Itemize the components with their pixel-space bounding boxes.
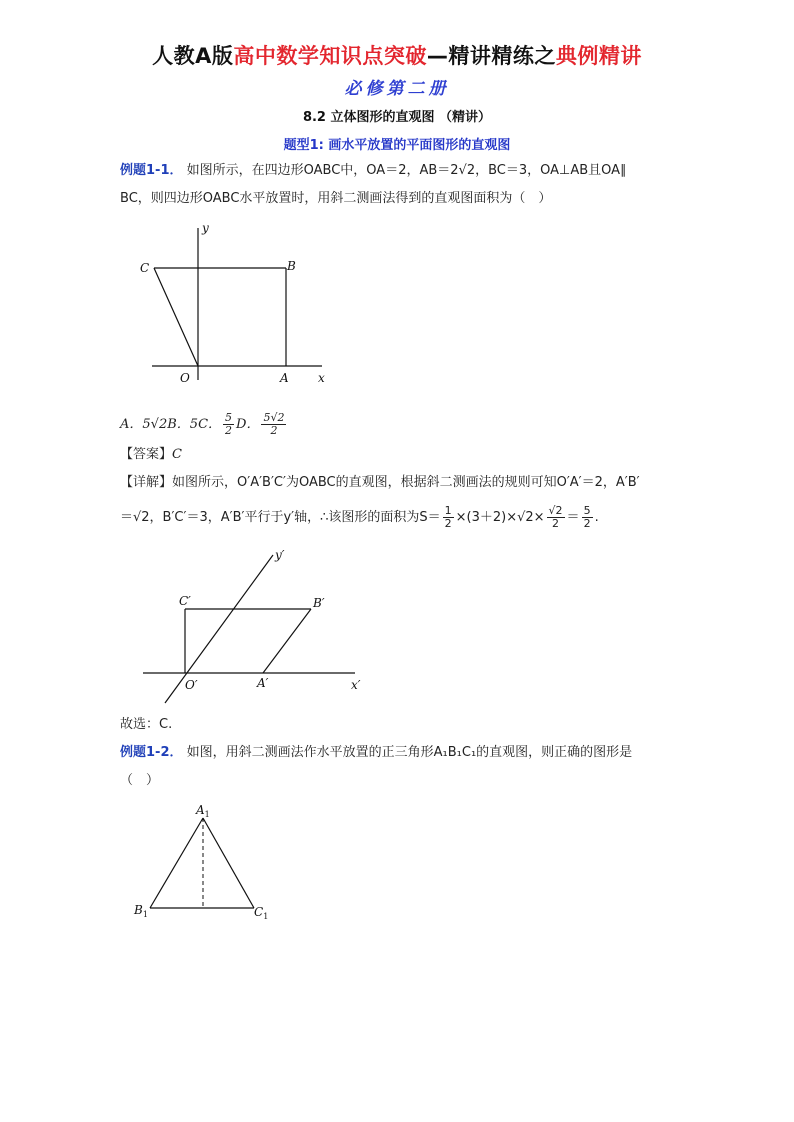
- option-c: C． $\frac{5}{2}$: [198, 411, 233, 437]
- label-x-prime: x′: [351, 678, 361, 692]
- label-b-prime: B′: [313, 596, 325, 610]
- example2-line2: （ ）: [120, 773, 160, 788]
- example1-text-1: 如图所示，在四边形OABC中，OA＝2，AB＝2√2，BC＝3，OA⊥AB且OA∥: [186, 163, 627, 178]
- title-part-1: 人教A版: [152, 44, 234, 68]
- label-y-prime: y′: [275, 548, 285, 562]
- label-o: O: [180, 371, 190, 385]
- example2-line1: [120, 744, 632, 762]
- example1-line2: BC，则四边形OABC水平放置时，用斜二测画法得到的直观图面积为（ ）: [120, 191, 552, 206]
- option-b: B．5: [167, 417, 199, 432]
- label-c1: $C_1$: [254, 905, 269, 921]
- label-x: x: [318, 371, 325, 385]
- example1-detail-line1: [120, 474, 640, 492]
- label-a: A: [280, 371, 289, 385]
- example1-label: 例题1-1．: [120, 163, 183, 178]
- document-title: [0, 40, 794, 70]
- document-subtitle: 必修第二册: [344, 79, 450, 99]
- frac-root2-over-2: $\frac{√2}{2}$: [548, 504, 563, 530]
- segment-oc: [154, 268, 198, 366]
- answer-label: 【答案】: [120, 447, 173, 462]
- title-part-4: 典例精讲: [555, 44, 642, 68]
- title-part-2: 高中数学知识点突破: [233, 44, 427, 68]
- example2-label: 例题1-2．: [120, 745, 183, 760]
- figure-intuitive-drawing: [135, 545, 375, 705]
- example1-conclusion: 故选：C.: [120, 717, 173, 732]
- frac-5-over-2: $\frac{5}{2}$: [583, 504, 591, 530]
- answer-value: C: [172, 447, 182, 462]
- figure-equilateral-triangle: [128, 800, 288, 924]
- segment-a1-c1: [203, 818, 254, 908]
- label-c: C: [140, 261, 150, 275]
- label-y: y: [202, 221, 209, 235]
- detail-label: 【详解】: [120, 475, 173, 490]
- type-heading: 题型1: 画水平放置的平面图形的直观图: [283, 138, 511, 153]
- detail-text-1: 如图所示，O′A′B′C′为OABC的直观图，根据斜二测画法的规则可知O′A′＝2，A′B′: [172, 475, 640, 490]
- label-b1: $B_1$: [134, 903, 148, 919]
- example1-detail-line2: ＝√2，B′C′＝3，A′B′平行于y′轴，∴该图形的面积为S＝ $\frac{1}{2}$ ×(3＋2)×√2× $\frac{√2}{2}$ ＝ $\frac{5}{2}$ .: [120, 504, 599, 530]
- label-o-prime: O′: [185, 678, 198, 692]
- figure-quadrilateral-oabc: [140, 218, 340, 390]
- segment-a-prime-b-prime: [263, 609, 311, 673]
- label-a1: $A_1$: [196, 803, 210, 819]
- example1-line1: [120, 162, 627, 180]
- title-part-3: —精讲精练之: [426, 44, 556, 68]
- option-d: D． $\frac{5√2}{2}$: [236, 411, 285, 437]
- frac-half: $\frac{1}{2}$: [444, 504, 452, 530]
- segment-a1-b1: [150, 818, 203, 908]
- example1-options: [120, 412, 288, 437]
- section-title: 8.2 立体图形的直观图 （精讲）: [302, 110, 492, 125]
- option-a: A．5√2: [120, 417, 168, 432]
- label-b: B: [287, 259, 296, 273]
- example1-answer: [120, 446, 182, 464]
- example2-text-1: 如图，用斜二测画法作水平放置的正三角形A₁B₁C₁的直观图，则正确的图形是: [186, 745, 633, 760]
- label-a-prime: A′: [257, 676, 269, 690]
- label-c-prime: C′: [179, 594, 191, 608]
